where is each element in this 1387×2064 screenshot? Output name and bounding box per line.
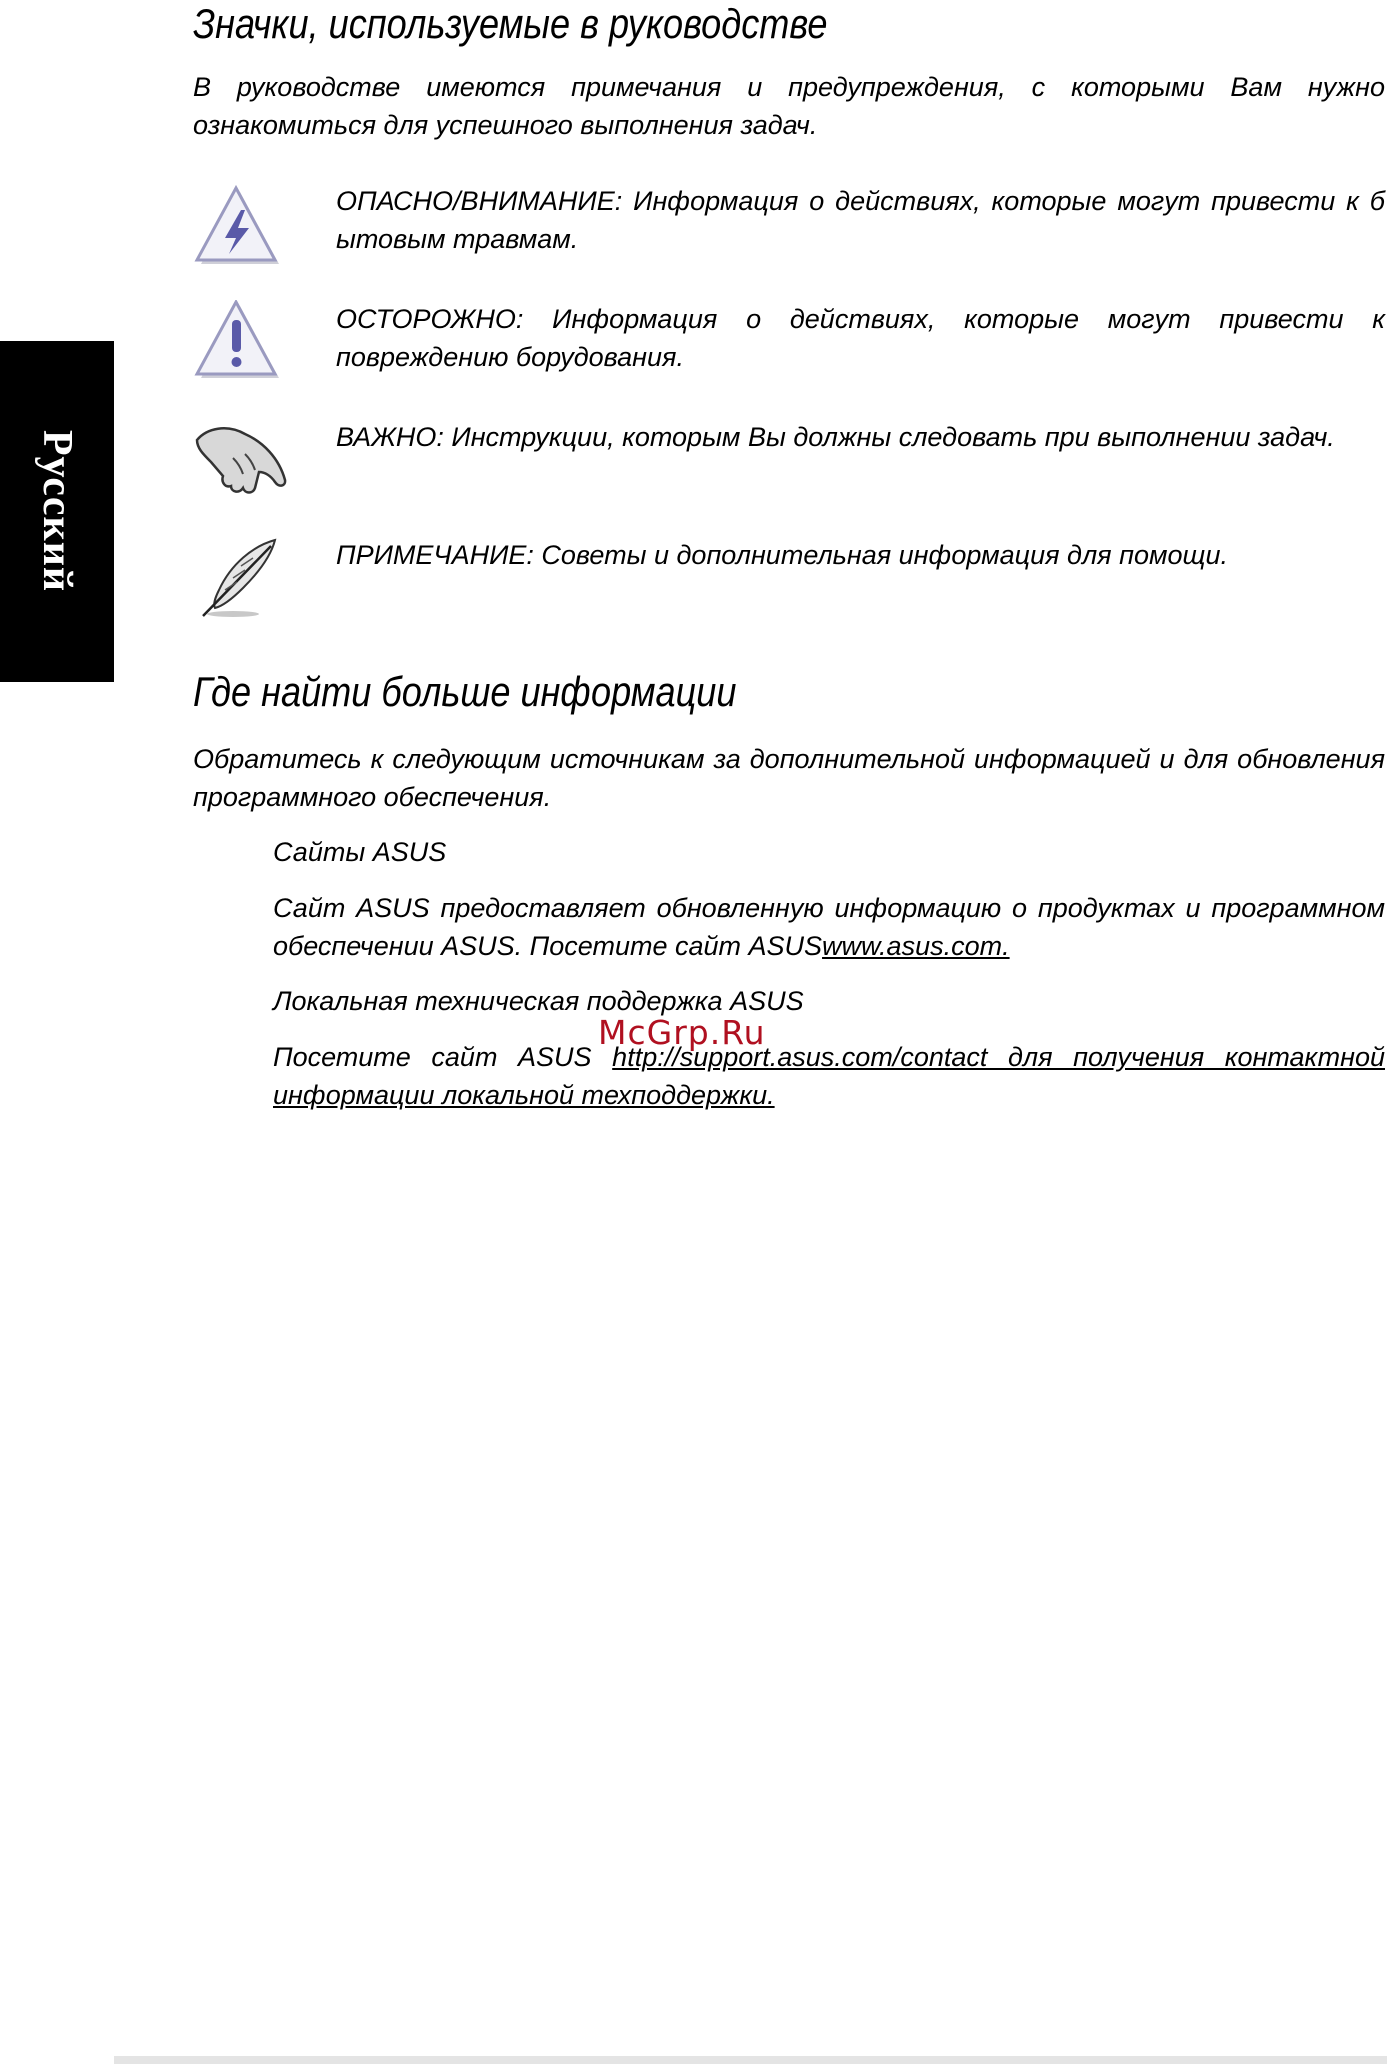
local-support-heading: Локальная техническая поддержка ASUS	[273, 986, 804, 1016]
asus-sites-block	[273, 833, 1385, 965]
section-title-more-info: Где найти больше информации	[193, 668, 737, 715]
footer-divider	[114, 2056, 1387, 2064]
watermark: McGrp.Ru	[598, 1013, 766, 1052]
local-support-text	[273, 1038, 1385, 1114]
local-support-block	[273, 982, 1385, 1114]
note-important-text: ВАЖНО: Инструкции, которым Вы должны следовать при выполнении задач.	[336, 422, 1335, 452]
language-side-tab	[0, 341, 114, 682]
hand-pointer-icon	[193, 418, 293, 518]
asus-sites-heading: Сайты ASUS	[273, 837, 447, 867]
note-danger-text: ОПАСНО/ВНИМАНИЕ: Информация о действиях, которые могут привести к б ытовым травмам.	[336, 186, 1385, 254]
exclamation-warning-icon	[193, 300, 293, 400]
local-support-body: Посетите сайт ASUS	[273, 1042, 613, 1072]
asus-website-link[interactable]: www.asus.com.	[822, 931, 1010, 961]
section-intro-icons: В руководстве имеются примечания и предупреждения, с которыми Вам нужно ознакомиться для успешного выполнения задач.	[193, 72, 1385, 140]
note-caution-text: ОСТОРОЖНО: Информация о действиях, которые могут привести к повреждению борудования.	[336, 304, 1385, 372]
section-title-icons: Значки, используемые в руководстве	[193, 0, 828, 47]
lightning-warning-icon	[193, 182, 293, 282]
feather-pen-icon	[193, 536, 293, 636]
asus-sites-body: Сайт ASUS предоставляет обновленную информацию о продуктах и программном обеспечении ASUS. Посетите сайт ASUS	[273, 893, 1385, 961]
language-label: Русский	[34, 429, 80, 593]
note-note-text: ПРИМЕЧАНИЕ: Советы и дополнительная информация для помощи.	[336, 540, 1229, 570]
section-intro-more-info: Обратитесь к следующим источникам за дополнительной информацией и для обновления программного обеспечения.	[193, 744, 1385, 812]
asus-sites-text	[273, 889, 1385, 965]
support-contact-link[interactable]: http://support.asus.com/contact для получения контактной информации локальной техподдержки.	[273, 1042, 1385, 1110]
